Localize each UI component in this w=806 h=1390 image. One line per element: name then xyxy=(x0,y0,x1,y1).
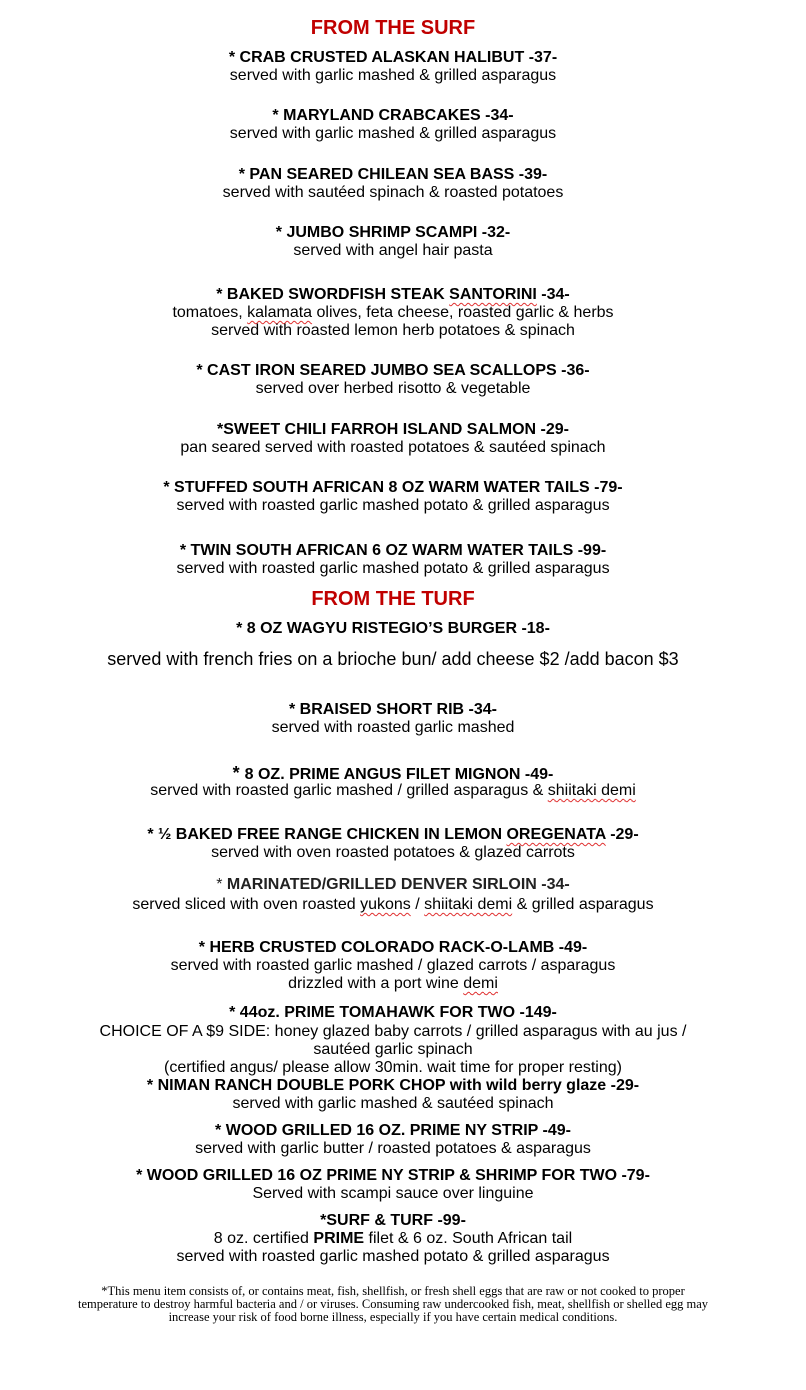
turf-item-desc: served with garlic butter / roasted potatoes & asparagus xyxy=(195,1140,591,1157)
surf-item-title: * BAKED SWORDFISH STEAK SANTORINI -34- xyxy=(216,286,570,303)
surf-item-desc: served with roasted garlic mashed potato & grilled asparagus xyxy=(176,497,610,514)
turf-item-desc: served with roasted garlic mashed / glazed carrots / asparagus xyxy=(170,957,616,974)
surf-item-desc: served with roasted lemon herb potatoes & spinach xyxy=(211,322,575,339)
surf-section-heading: FROM THE SURF xyxy=(310,17,476,39)
turf-item-desc: CHOICE OF A $9 SIDE: honey glazed baby carrots / grilled asparagus with au jus / xyxy=(99,1023,687,1040)
surf-item-desc: served with garlic mashed & grilled asparagus xyxy=(229,125,557,142)
surf-item-title: * CAST IRON SEARED JUMBO SEA SCALLOPS -36- xyxy=(196,362,590,379)
turf-item-desc: served with french fries on a brioche bun/ add cheese $2 /add bacon $3 xyxy=(107,649,679,669)
surf-item-desc: served with sautéed spinach & roasted potatoes xyxy=(222,184,564,201)
turf-item-title: * WOOD GRILLED 16 OZ. PRIME NY STRIP -49- xyxy=(215,1122,571,1139)
turf-item-title: * MARINATED/GRILLED DENVER SIRLOIN -34- xyxy=(216,876,570,893)
turf-item-title: * 44oz. PRIME TOMAHAWK FOR TWO -149- xyxy=(229,1004,557,1021)
surf-item-title: * CRAB CRUSTED ALASKAN HALIBUT -37- xyxy=(228,49,558,66)
surf-item-title: * MARYLAND CRABCAKES -34- xyxy=(272,107,514,124)
turf-item-desc: 8 oz. certified PRIME filet & 6 oz. South African tail xyxy=(213,1230,573,1247)
surf-item-desc: served over herbed risotto & vegetable xyxy=(255,380,531,397)
turf-item-title: * NIMAN RANCH DOUBLE PORK CHOP with wild berry glaze -29- xyxy=(146,1077,640,1094)
turf-item-title: * BRAISED SHORT RIB -34- xyxy=(288,701,498,718)
surf-item-title: * STUFFED SOUTH AFRICAN 8 OZ WARM WATER TAILS -79- xyxy=(163,479,623,496)
turf-item-desc: (certified angus/ please allow 30min. wait time for proper resting) xyxy=(164,1059,622,1076)
turf-item-desc: served with roasted garlic mashed / grilled asparagus & shiitaki demi xyxy=(150,782,636,799)
surf-item-title: * PAN SEARED CHILEAN SEA BASS -39- xyxy=(238,166,548,183)
turf-item-desc: served with oven roasted potatoes & glazed carrots xyxy=(211,844,575,861)
raw-food-disclaimer: *This menu item consists of, or contains meat, fish, shellfish, or fresh shell eggs that are raw or not cooked to proper temperature to destroy harmful bacteria and / or viruses. Consuming raw undercooked fish, meat, shellfish or shelled egg may increase your risk of food borne illness, especially if you have certain medical conditions. xyxy=(77,1284,709,1324)
turf-item-desc: served with roasted garlic mashed xyxy=(271,719,515,736)
turf-item-desc: served with garlic mashed & sautéed spinach xyxy=(232,1095,554,1112)
surf-item-desc: tomatoes, kalamata olives, feta cheese, roasted garlic & herbs xyxy=(172,304,614,321)
surf-item-title: * TWIN SOUTH AFRICAN 6 OZ WARM WATER TAILS -99- xyxy=(179,542,607,559)
turf-item-desc: drizzled with a port wine demi xyxy=(288,975,498,992)
surf-item-desc: served with angel hair pasta xyxy=(293,242,493,259)
turf-item-title: * ½ BAKED FREE RANGE CHICKEN IN LEMON OREGENATA -29- xyxy=(147,826,639,843)
surf-item-desc: served with garlic mashed & grilled asparagus xyxy=(229,67,557,84)
turf-item-title: * WOOD GRILLED 16 OZ PRIME NY STRIP & SHRIMP FOR TWO -79- xyxy=(136,1167,650,1184)
turf-item-title: *SURF & TURF -99- xyxy=(320,1212,466,1229)
turf-item-desc: Served with scampi sauce over linguine xyxy=(252,1185,534,1202)
turf-item-desc: sautéed garlic spinach xyxy=(313,1041,473,1058)
turf-section-heading: FROM THE TURF xyxy=(311,588,475,610)
surf-item-title: *SWEET CHILI FARROH ISLAND SALMON -29- xyxy=(216,421,569,438)
turf-item-desc: served with roasted garlic mashed potato & grilled asparagus xyxy=(176,1248,610,1265)
turf-item-desc: served sliced with oven roasted yukons / shiitaki demi & grilled asparagus xyxy=(132,896,654,913)
turf-item-title: * 8 OZ WAGYU RISTEGIO’S BURGER -18- xyxy=(236,620,550,637)
turf-item-title: * 8 OZ. PRIME ANGUS FILET MIGNON -49- xyxy=(232,763,554,783)
surf-item-title: * JUMBO SHRIMP SCAMPI -32- xyxy=(275,224,511,241)
surf-item-desc: served with roasted garlic mashed potato & grilled asparagus xyxy=(176,560,610,577)
turf-item-title: * HERB CRUSTED COLORADO RACK-O-LAMB -49- xyxy=(198,939,588,956)
surf-item-desc: pan seared served with roasted potatoes & sautéed spinach xyxy=(180,439,606,456)
